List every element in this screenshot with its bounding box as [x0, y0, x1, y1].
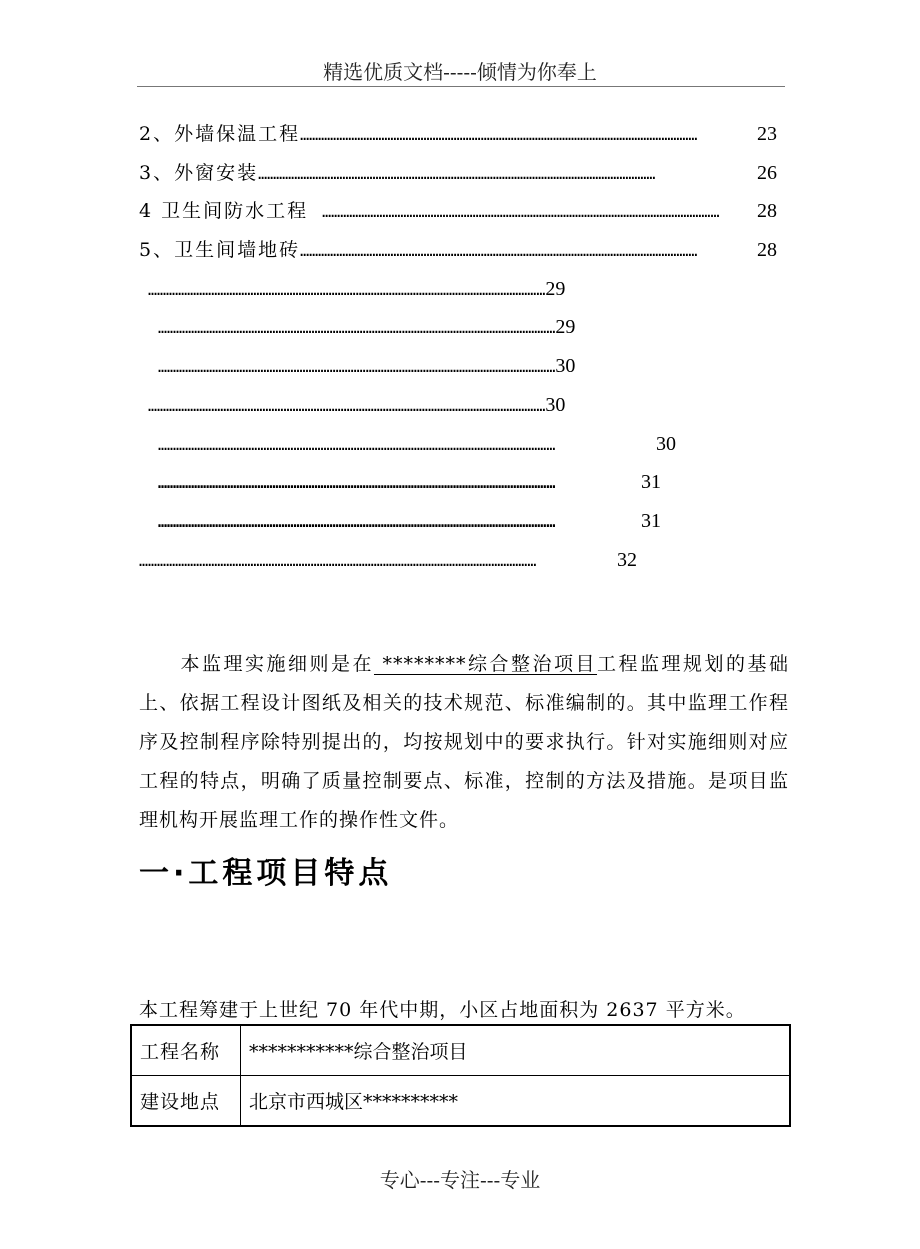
table-key-cell: 工程名称 — [131, 1025, 241, 1076]
toc-entry-page: 32 — [617, 549, 637, 571]
toc-leader: …………………………………………………………………………………………………………………… — [148, 281, 546, 299]
section-heading: 一·工程项目特点 — [139, 856, 393, 891]
toc-leader: …………………………………………………………………………………………………………………… — [158, 474, 556, 492]
toc-entry-page: 28 — [757, 239, 777, 261]
toc-entry-page: 30 — [545, 394, 566, 416]
project-note: 本工程筹建于上世纪 70 年代中期，小区占地面积为 2637 平方米。 — [139, 999, 746, 1021]
toc-leader: …………………………………………………………………………………………………………………… — [300, 242, 698, 260]
toc-entry-label: 2、外墙保温工程 — [139, 123, 301, 145]
toc-entry-page: 31 — [641, 471, 661, 493]
toc-leader: …………………………………………………………………………………………………………………… — [158, 319, 556, 337]
toc-entry[interactable] — [139, 547, 637, 573]
toc-entry-label: 4 卫生间防水工程 — [139, 200, 309, 222]
toc-leader: …………………………………………………………………………………………………………………… — [258, 165, 656, 183]
project-name-underlined: ********综合整治项目 — [373, 653, 598, 675]
toc-entry-page: 26 — [757, 162, 777, 184]
toc-leader: …………………………………………………………………………………………………………………… — [158, 436, 556, 454]
toc-entry[interactable] — [148, 392, 566, 418]
toc-entry[interactable] — [139, 237, 777, 263]
toc-entry[interactable] — [139, 198, 777, 224]
toc-entry-page: 23 — [757, 123, 777, 145]
toc-entry-page: 31 — [641, 510, 661, 532]
intro-text-after: 工程监理规划的基础上、依据工程设计图纸及相关的技术规范、标准编制的。其中监理工作程序及控制程序除特别提出的，均按规划中的要求执行。针对实施细则对应工程的特点，明确了质量控制要点、标准，控制的方法及措施。是项目监理机构开展监理工作的操作性文件。 — [139, 653, 789, 831]
toc-entry-page: 29 — [555, 316, 576, 338]
toc-entry[interactable] — [158, 431, 676, 457]
toc-entry[interactable] — [158, 508, 661, 534]
toc-entry[interactable] — [158, 469, 661, 495]
toc-entry[interactable] — [139, 160, 777, 186]
toc-entry[interactable] — [148, 276, 566, 302]
toc-entry-page: 28 — [757, 200, 777, 222]
toc-leader: …………………………………………………………………………………………………………………… — [158, 358, 556, 376]
intro-text-before: 本监理实施细则是在 — [179, 653, 374, 675]
toc-entry-label: 3、外窗安装 — [139, 162, 259, 184]
toc-leader: …………………………………………………………………………………………………………………… — [158, 513, 556, 531]
project-info-table — [130, 1024, 791, 1127]
toc-entry-page: 30 — [656, 433, 676, 455]
toc-entry-page: 30 — [555, 355, 576, 377]
table-value-cell: 北京市西城区********** — [241, 1076, 791, 1127]
toc-entry[interactable] — [158, 314, 576, 340]
intro-paragraph — [139, 645, 789, 840]
toc-leader: …………………………………………………………………………………………………………………… — [300, 126, 698, 144]
toc-leader: …………………………………………………………………………………………………………………… — [139, 552, 537, 570]
table-value-cell: ***********综合整治项目 — [241, 1025, 791, 1076]
table-row — [131, 1025, 790, 1076]
toc-entry-page: 29 — [545, 278, 566, 300]
table-key-cell: 建设地点 — [131, 1076, 241, 1127]
table-row — [131, 1076, 790, 1127]
page-footer: 专心---专注---专业 — [379, 1168, 541, 1192]
toc-entry[interactable] — [139, 121, 777, 147]
header-divider — [137, 86, 785, 87]
toc-entry-label: 5、卫生间墙地砖 — [139, 239, 301, 261]
toc-entry[interactable] — [158, 353, 576, 379]
toc-leader: …………………………………………………………………………………………………………………… — [322, 203, 720, 221]
toc-leader: …………………………………………………………………………………………………………………… — [148, 397, 546, 415]
page-header: 精选优质文档-----倾情为你奉上 — [323, 60, 597, 84]
